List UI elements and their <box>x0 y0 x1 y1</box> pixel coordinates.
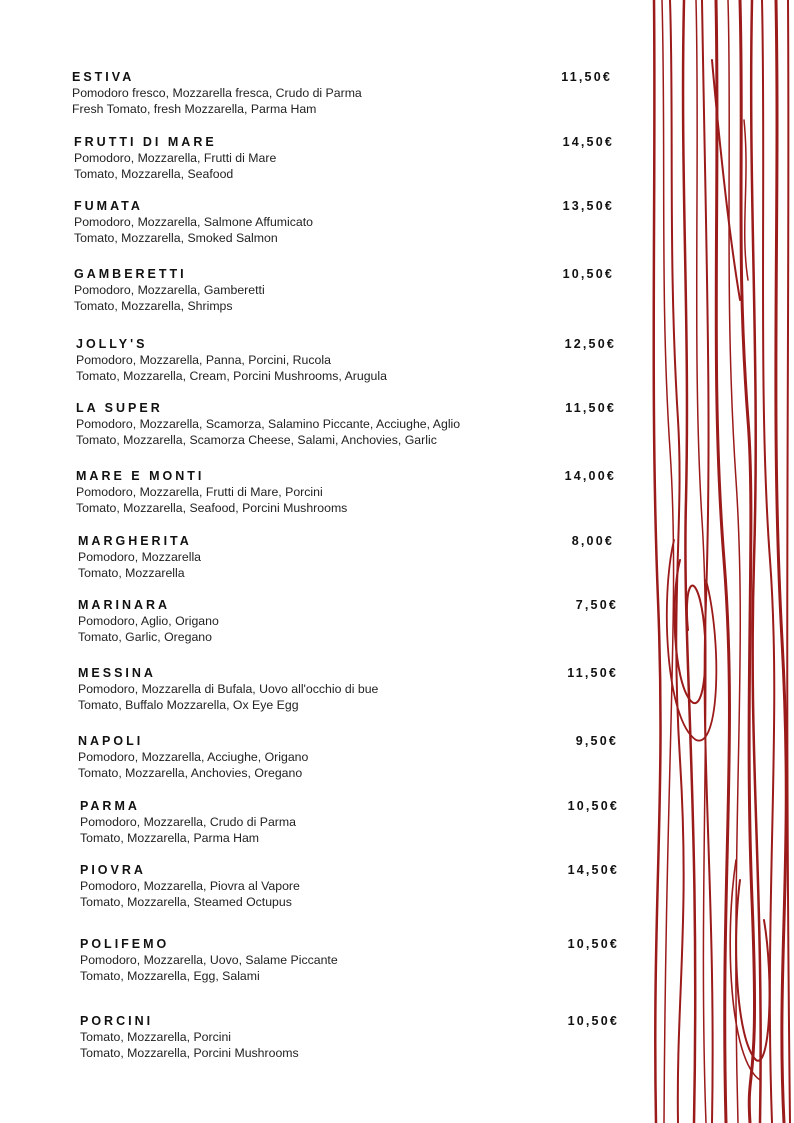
item-ingredients-en: Tomato, Mozzarella, Shrimps <box>74 299 233 313</box>
item-ingredients-it: Pomodoro, Mozzarella di Bufala, Uovo all'occhio di bue <box>78 682 379 696</box>
item-ingredients-en: Tomato, Mozzarella, Anchovies, Oregano <box>78 766 303 780</box>
item-ingredients-it: Pomodoro, Mozzarella <box>78 550 202 564</box>
item-ingredients-it: Pomodoro, Aglio, Origano <box>78 614 219 628</box>
item-ingredients-en: Tomato, Mozzarella, Seafood <box>74 167 234 181</box>
item-name: FUMATA <box>74 199 143 213</box>
item-price: 11,50€ <box>561 70 612 84</box>
item-name: ESTIVA <box>72 70 135 84</box>
item-price: 10,50€ <box>567 1014 619 1028</box>
item-name: JOLLY'S <box>76 337 148 351</box>
item-name: PIOVRA <box>80 863 146 877</box>
item-ingredients-en: Tomato, Mozzarella, Smoked Salmon <box>74 231 278 245</box>
item-ingredients-it: Pomodoro, Mozzarella, Frutti di Mare, Porcini <box>76 485 323 499</box>
item-price: 10,50€ <box>562 267 614 281</box>
item-name: LA SUPER <box>76 401 163 415</box>
item-ingredients-it: Pomodoro fresco, Mozzarella fresca, Crudo di Parma <box>72 86 362 100</box>
item-price: 10,50€ <box>567 799 619 813</box>
item-ingredients-en: Tomato, Mozzarella, Egg, Salami <box>80 969 260 983</box>
item-ingredients-en: Tomato, Buffalo Mozzarella, Ox Eye Egg <box>78 698 299 712</box>
item-ingredients-it: Pomodoro, Mozzarella, Salmone Affumicato <box>74 215 313 229</box>
item-ingredients-en: Fresh Tomato, fresh Mozzarella, Parma Ham <box>72 102 317 116</box>
item-name: PORCINI <box>80 1014 154 1028</box>
item-ingredients-it: Pomodoro, Mozzarella, Acciughe, Origano <box>78 750 309 764</box>
item-ingredients-en: Tomato, Mozzarella, Cream, Porcini Mushrooms, Arugula <box>76 369 387 383</box>
item-ingredients-en: Tomato, Mozzarella, Scamorza Cheese, Salami, Anchovies, Garlic <box>76 433 437 447</box>
item-price: 11,50€ <box>565 401 616 415</box>
item-name: GAMBERETTI <box>74 267 187 281</box>
item-ingredients-it: Pomodoro, Mozzarella, Scamorza, Salamino Piccante, Acciughe, Aglio <box>76 417 461 431</box>
item-price: 10,50€ <box>567 937 619 951</box>
item-name: NAPOLI <box>78 734 144 748</box>
item-ingredients-en: Tomato, Garlic, Oregano <box>78 630 212 644</box>
item-ingredients-it: Pomodoro, Mozzarella, Frutti di Mare <box>74 151 277 165</box>
wood-grain-icon <box>640 0 794 1123</box>
item-price: 8,00€ <box>571 534 614 548</box>
item-price: 9,50€ <box>575 734 618 748</box>
item-name: MARINARA <box>78 598 171 612</box>
item-ingredients-en: Tomato, Mozzarella, Parma Ham <box>80 831 260 845</box>
item-ingredients-en: Tomato, Mozzarella, Porcini Mushrooms <box>80 1046 299 1060</box>
item-name: FRUTTI DI MARE <box>74 135 217 149</box>
item-ingredients-it: Pomodoro, Mozzarella, Uovo, Salame Piccante <box>80 953 338 967</box>
item-name: MARE E MONTI <box>76 469 205 483</box>
item-ingredients-en: Tomato, Mozzarella, Steamed Octupus <box>80 895 292 909</box>
item-price: 12,50€ <box>564 337 616 351</box>
item-price: 14,50€ <box>567 863 619 877</box>
item-name: PARMA <box>80 799 140 813</box>
item-price: 7,50€ <box>575 598 618 612</box>
item-price: 13,50€ <box>562 199 614 213</box>
item-ingredients-en: Tomato, Mozzarella, Seafood, Porcini Mushrooms <box>76 501 348 515</box>
item-name: MARGHERITA <box>78 534 192 548</box>
item-ingredients-it: Pomodoro, Mozzarella, Crudo di Parma <box>80 815 296 829</box>
item-price: 11,50€ <box>567 666 618 680</box>
item-ingredients-en: Tomato, Mozzarella <box>78 566 185 580</box>
item-price: 14,50€ <box>562 135 614 149</box>
item-name: MESSINA <box>78 666 156 680</box>
item-ingredients-it: Pomodoro, Mozzarella, Gamberetti <box>74 283 265 297</box>
item-price: 14,00€ <box>564 469 616 483</box>
item-ingredients-it: Pomodoro, Mozzarella, Panna, Porcini, Rucola <box>76 353 331 367</box>
item-name: POLIFEMO <box>80 937 170 951</box>
item-ingredients-it: Pomodoro, Mozzarella, Piovra al Vapore <box>80 879 300 893</box>
item-ingredients-it: Tomato, Mozzarella, Porcini <box>80 1030 232 1044</box>
